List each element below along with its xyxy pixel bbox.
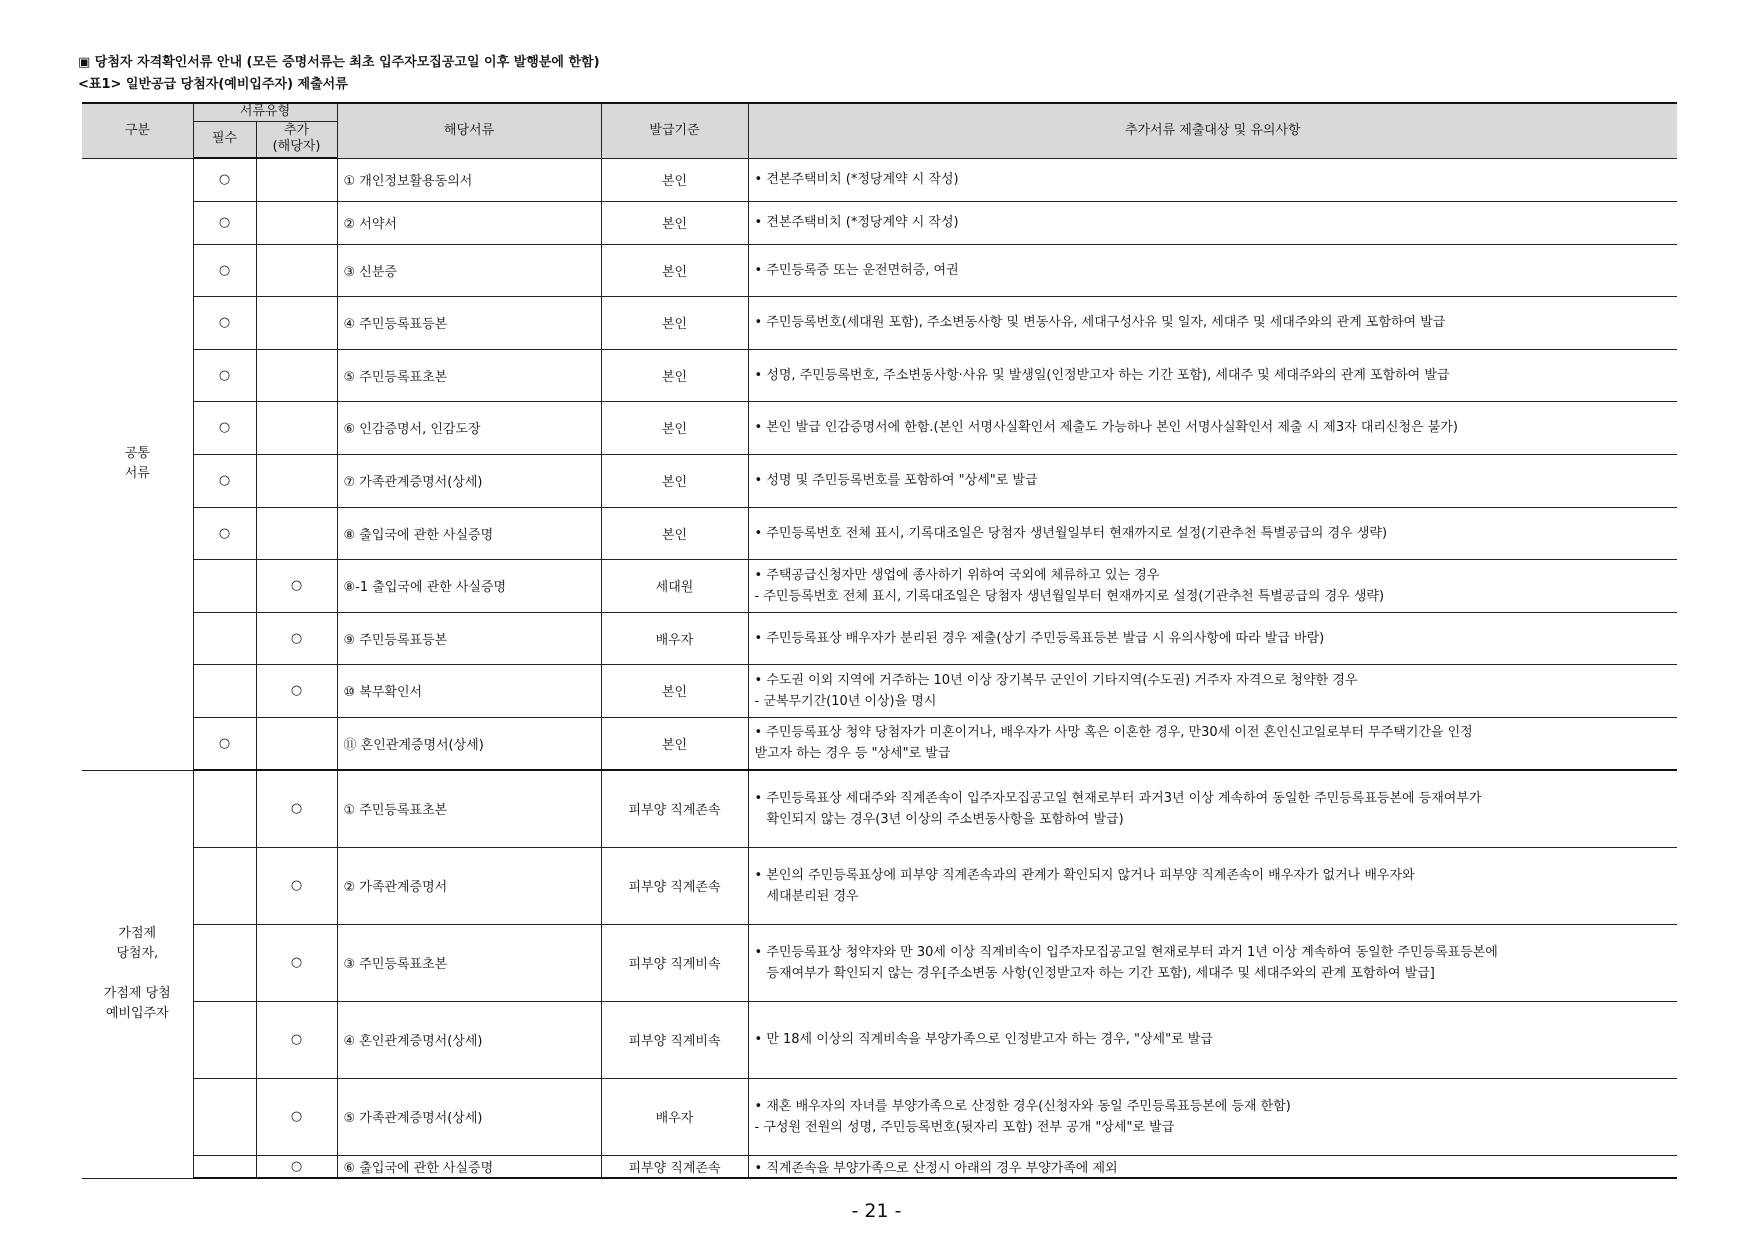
- required-mark: [193, 1155, 256, 1178]
- note-line: • 주민등록표상 청약 당첨자가 미혼이거나, 배우자가 사망 혹은 이혼한 경우, 만30세 이전 혼인신고일로부터 무주택기간을 인정: [754, 725, 1473, 741]
- required-mark: ○: [193, 507, 256, 559]
- notes-cell: [748, 847, 1677, 924]
- notes-cell: [748, 158, 1677, 201]
- note-line: • 주택공급신청자만 생업에 종사하기 위하여 국외에 체류하고 있는 경우: [754, 567, 1160, 583]
- issue-basis: 본인: [601, 507, 748, 559]
- issue-basis: 배우자: [601, 1078, 748, 1155]
- required-mark: ○: [193, 454, 256, 507]
- header-additional-label: 추가: [283, 123, 310, 139]
- table-row: [82, 507, 1677, 559]
- notes-cell: [748, 349, 1677, 401]
- document-name: ⑤ 주민등록표초본: [337, 349, 601, 401]
- additional-mark: [256, 717, 337, 770]
- note-line: • 주민등록표상 배우자가 분리된 경우 제출(상기 주민등록표등본 발급 시 유의사항에 따라 발급 바람): [754, 630, 1325, 646]
- issue-basis: 세대원: [601, 559, 748, 612]
- note-line: • 주민등록번호(세대원 포함), 주소변동사항 및 변동사유, 세대구성사유 및 일자, 세대주 및 세대주와의 관계 포함하여 발급: [754, 315, 1446, 330]
- category-label: 당첨자,: [116, 946, 159, 961]
- note-line: • 직계존속을 부양가족으로 산정시 아래의 경우 부양가족에 제외: [754, 1160, 1118, 1176]
- documents-table: [82, 102, 1677, 1179]
- issue-basis: 본인: [601, 296, 748, 349]
- required-mark: ○: [193, 201, 256, 244]
- required-mark: ○: [193, 717, 256, 770]
- category-cell-point-system: [82, 770, 193, 1178]
- note-line: • 견본주택비치 (*정당계약 시 작성): [754, 172, 959, 187]
- notes-cell: [748, 924, 1677, 1001]
- note-line: - 군복무기간(10년 이상)을 명시: [754, 693, 937, 709]
- table-row: [82, 201, 1677, 244]
- additional-mark: [256, 401, 337, 454]
- issue-basis: 본인: [601, 664, 748, 717]
- required-mark: [193, 1001, 256, 1078]
- document-name: ④ 혼인관계증명서(상세): [337, 1001, 601, 1078]
- note-line: - 주민등록번호 전체 표시, 기록대조일은 당첨자 생년월일부터 현재까지로 설정(기관추천 특별공급의 경우 생략): [754, 588, 1385, 604]
- category-label: 가점제 당첨: [103, 986, 171, 1001]
- additional-mark: ○: [256, 559, 337, 612]
- note-line: 등재여부가 확인되지 않는 경우[주소변동 사항(인정받고자 하는 기간 포함), 세대주 및 세대주와의 관계 포함하여 발급]: [766, 965, 1435, 981]
- note-line: - 구성원 전원의 성명, 주민등록번호(뒷자리 포함) 전부 공개 "상세"로 발급: [754, 1119, 1175, 1135]
- category-label: 예비입주자: [105, 1006, 169, 1021]
- note-line: • 성명, 주민등록번호, 주소변동사항·사유 및 발생일(인정받고자 하는 기간 포함), 세대주 및 세대주와의 관계 포함하여 발급: [754, 367, 1450, 383]
- page-number: - 21 -: [851, 1200, 902, 1222]
- table-row: [82, 158, 1677, 201]
- required-mark: ○: [193, 244, 256, 296]
- required-mark: [193, 612, 256, 664]
- additional-mark: [256, 158, 337, 201]
- required-mark: [193, 770, 256, 847]
- notes-cell: [748, 201, 1677, 244]
- issue-basis: 본인: [601, 244, 748, 296]
- document-name: ① 주민등록표초본: [337, 770, 601, 847]
- notes-cell: [748, 244, 1677, 296]
- required-mark: [193, 559, 256, 612]
- additional-mark: ○: [256, 770, 337, 847]
- note-line: • 본인의 주민등록표상에 피부양 직계존속과의 관계가 확인되지 않거나 피부양 직계존속이 배우자가 없거나 배우자와: [754, 867, 1415, 883]
- document-name: ⑨ 주민등록표등본: [337, 612, 601, 664]
- note-line: • 주민등록번호 전체 표시, 기록대조일은 당첨자 생년월일부터 현재까지로 설정(기관추천 특별공급의 경우 생략): [754, 525, 1388, 541]
- header-notes: 추가서류 제출대상 및 유의사항: [748, 103, 1677, 158]
- required-mark: ○: [193, 349, 256, 401]
- header-category: 구분: [82, 103, 193, 158]
- additional-mark: ○: [256, 612, 337, 664]
- additional-mark: ○: [256, 924, 337, 1001]
- category-label: 가점제: [118, 926, 157, 941]
- issue-basis: 본인: [601, 158, 748, 201]
- table-row: [82, 847, 1677, 924]
- notes-cell: [748, 1155, 1677, 1178]
- required-mark: [193, 664, 256, 717]
- issue-basis: 본인: [601, 201, 748, 244]
- additional-mark: ○: [256, 1001, 337, 1078]
- issue-basis: 피부양 직계존속: [601, 1155, 748, 1178]
- document-name: ② 서약서: [337, 201, 601, 244]
- page-section-title: ▣ 당첨자 자격확인서류 안내 (모든 증명서류는 최초 입주자모집공고일 이후 발행분에 한함): [78, 55, 600, 70]
- additional-mark: [256, 244, 337, 296]
- header-additional: [256, 121, 337, 158]
- table-row: [82, 244, 1677, 296]
- note-line: • 견본주택비치 (*정당계약 시 작성): [754, 215, 959, 230]
- document-name: ① 개인정보활용동의서: [337, 158, 601, 201]
- header-doc-type: 서류유형: [193, 103, 337, 121]
- notes-cell: [748, 664, 1677, 717]
- issue-basis: 피부양 직계비속: [601, 924, 748, 1001]
- document-name: ⑩ 복무확인서: [337, 664, 601, 717]
- table-row: [82, 296, 1677, 349]
- note-line: • 재혼 배우자의 자녀를 부양가족으로 산정한 경우(신청자와 동일 주민등록표등본에 등재 한함): [754, 1098, 1291, 1114]
- additional-mark: [256, 201, 337, 244]
- notes-cell: [748, 454, 1677, 507]
- note-line: 세대분리된 경우: [766, 888, 859, 904]
- document-name: ⑧ 출입국에 관한 사실증명: [337, 507, 601, 559]
- document-name: ③ 주민등록표초본: [337, 924, 601, 1001]
- issue-basis: 피부양 직계존속: [601, 770, 748, 847]
- table-row: [82, 401, 1677, 454]
- document-name: ③ 신분증: [337, 244, 601, 296]
- notes-cell: [748, 612, 1677, 664]
- table-row: [82, 1078, 1677, 1155]
- required-mark: [193, 847, 256, 924]
- notes-cell: [748, 1078, 1677, 1155]
- additional-mark: ○: [256, 1078, 337, 1155]
- document-name: ② 가족관계증명서: [337, 847, 601, 924]
- required-mark: ○: [193, 296, 256, 349]
- note-line: • 성명 및 주민등록번호를 포함하여 "상세"로 발급: [754, 473, 1038, 488]
- document-name: ④ 주민등록표등본: [337, 296, 601, 349]
- note-line: • 수도권 이외 지역에 거주하는 10년 이상 장기복무 군인이 기타지역(수도권) 거주자 자격으로 청약한 경우: [754, 672, 1358, 688]
- table-row: [82, 1001, 1677, 1078]
- table-row: [82, 664, 1677, 717]
- note-line: • 본인 발급 인감증명서에 한함.(본인 서명사실확인서 제출도 가능하나 본인 서명사실확인서 제출 시 제3자 대리신청은 불가): [754, 420, 1458, 435]
- table-row: [82, 717, 1677, 770]
- issue-basis: 본인: [601, 349, 748, 401]
- document-name: ⑥ 인감증명서, 인감도장: [337, 401, 601, 454]
- required-mark: ○: [193, 401, 256, 454]
- document-name: ⑪ 혼인관계증명서(상세): [337, 717, 601, 770]
- notes-cell: [748, 559, 1677, 612]
- additional-mark: ○: [256, 1155, 337, 1178]
- notes-cell: [748, 1001, 1677, 1078]
- notes-cell: [748, 717, 1677, 770]
- table-row: [82, 1155, 1677, 1178]
- additional-mark: [256, 507, 337, 559]
- additional-mark: ○: [256, 664, 337, 717]
- category-label: 공통: [124, 446, 150, 461]
- table-row: [82, 454, 1677, 507]
- table-row: [82, 924, 1677, 1001]
- required-mark: [193, 924, 256, 1001]
- issue-basis: 피부양 직계비속: [601, 1001, 748, 1078]
- note-line: • 주민등록증 또는 운전면허증, 여권: [754, 262, 959, 278]
- header-issue-basis: 발급기준: [601, 103, 748, 158]
- issue-basis: 배우자: [601, 612, 748, 664]
- table-row: [82, 349, 1677, 401]
- table-row: [82, 770, 1677, 847]
- required-mark: [193, 1078, 256, 1155]
- additional-mark: [256, 349, 337, 401]
- header-document: 해당서류: [337, 103, 601, 158]
- document-name: ⑥ 출입국에 관한 사실증명: [337, 1155, 601, 1178]
- note-line: 확인되지 않는 경우(3년 이상의 주소변동사항을 포함하여 발급): [766, 811, 1124, 827]
- document-name: ⑧-1 출입국에 관한 사실증명: [337, 559, 601, 612]
- table-row: [82, 612, 1677, 664]
- table-row: [82, 559, 1677, 612]
- notes-cell: [748, 507, 1677, 559]
- additional-mark: ○: [256, 847, 337, 924]
- category-cell-common: [82, 158, 193, 770]
- category-label: 서류: [124, 466, 150, 481]
- additional-mark: [256, 296, 337, 349]
- required-mark: ○: [193, 158, 256, 201]
- header-additional-sub: (해당자): [272, 139, 321, 155]
- document-name: ⑤ 가족관계증명서(상세): [337, 1078, 601, 1155]
- issue-basis: 본인: [601, 454, 748, 507]
- additional-mark: [256, 454, 337, 507]
- table-caption: <표1> 일반공급 당첨자(예비입주자) 제출서류: [78, 77, 348, 92]
- notes-cell: [748, 296, 1677, 349]
- issue-basis: 본인: [601, 401, 748, 454]
- note-line: • 주민등록표상 세대주와 직계존속이 입주자모집공고일 현재로부터 과거3년 이상 계속하여 동일한 주민등록표등본에 등재여부가: [754, 790, 1482, 806]
- note-line: 받고자 하는 경우 등 "상세"로 발급: [754, 746, 951, 762]
- note-line: • 만 18세 이상의 직계비속을 부양가족으로 인정받고자 하는 경우, "상세"로 발급: [754, 1032, 1213, 1047]
- document-name: ⑦ 가족관계증명서(상세): [337, 454, 601, 507]
- notes-cell: [748, 401, 1677, 454]
- issue-basis: 본인: [601, 717, 748, 770]
- issue-basis: 피부양 직계존속: [601, 847, 748, 924]
- note-line: • 주민등록표상 청약자와 만 30세 이상 직계비속이 입주자모집공고일 현재로부터 과거 1년 이상 계속하여 동일한 주민등록표등본에: [754, 944, 1498, 960]
- notes-cell: [748, 770, 1677, 847]
- header-required: 필수: [193, 121, 256, 158]
